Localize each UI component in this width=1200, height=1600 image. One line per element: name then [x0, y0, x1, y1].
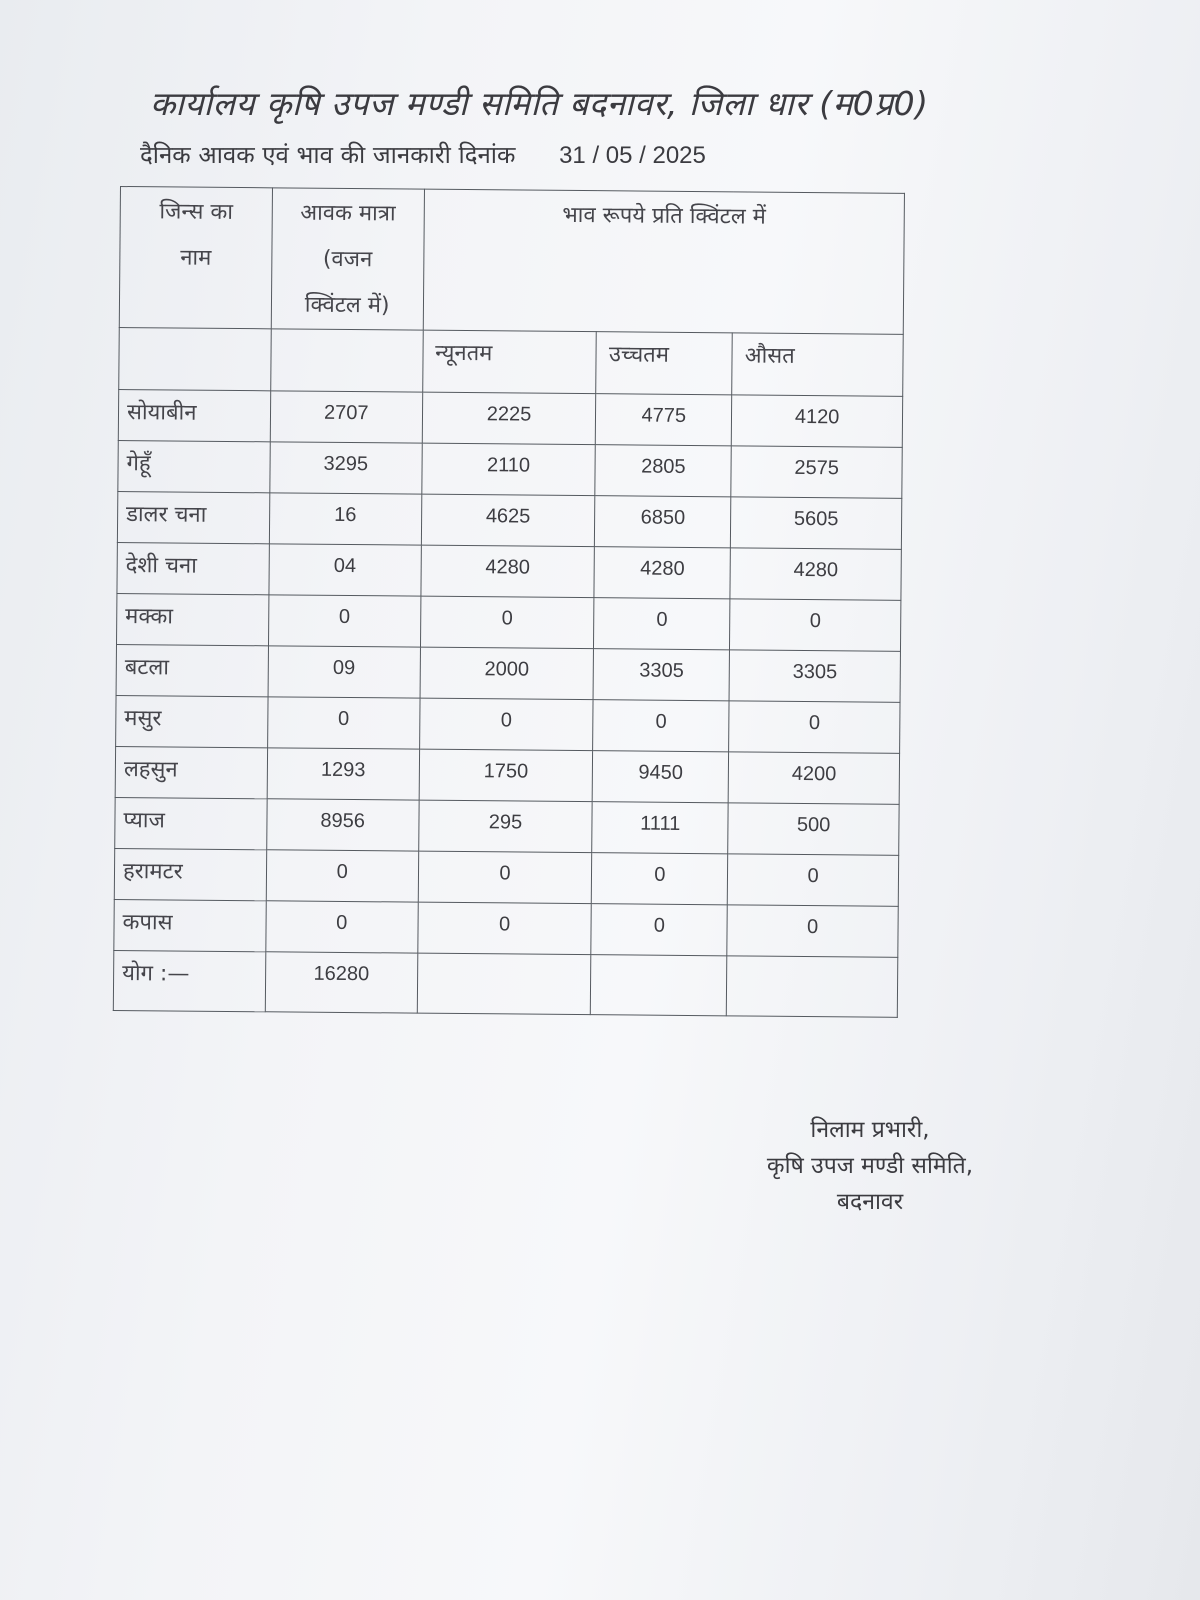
min-price: 2225	[422, 392, 596, 445]
signature-place: बदनावर	[836, 1189, 904, 1215]
table-row	[118, 389, 902, 447]
avg-price: 0	[730, 599, 901, 651]
table-row	[118, 440, 902, 498]
arrival-value: 1293	[267, 748, 419, 800]
table-subheader-row	[119, 327, 904, 396]
total-arrival: 16280	[265, 952, 417, 1013]
avg-price: 4120	[731, 395, 902, 447]
max-price: 1111	[592, 802, 728, 854]
arrival-value: 04	[269, 544, 421, 596]
avg-price: 4280	[730, 548, 901, 600]
arrival-value: 16	[269, 493, 421, 545]
signature-designation: निलाम प्रभारी,	[810, 1117, 930, 1143]
table-row	[114, 848, 898, 906]
commodity-name: प्याज	[115, 797, 267, 849]
table-row	[117, 542, 901, 600]
total-empty-2	[591, 955, 727, 1016]
total-empty-3	[727, 956, 898, 1017]
commodity-name: डालर चना	[117, 491, 269, 543]
total-label: योग :—	[113, 950, 265, 1011]
avg-price: 5605	[731, 497, 902, 549]
max-price: 0	[594, 598, 730, 650]
table-row	[115, 797, 899, 855]
table-row	[116, 593, 900, 651]
header-arrival-line1: आवक मात्रा	[300, 200, 396, 227]
table-row	[116, 644, 900, 702]
max-price: 6850	[595, 496, 731, 548]
header-arrival-line2: (वजन	[322, 246, 373, 273]
max-price: 0	[593, 700, 729, 752]
min-price: 4625	[421, 494, 595, 547]
commodity-name: देशी चना	[117, 542, 269, 594]
subheader-min: न्यूनतम	[422, 330, 596, 394]
min-price: 0	[417, 902, 591, 955]
min-price: 0	[418, 851, 592, 904]
signature-organization: कृषि उपज मण्डी समिति,	[766, 1153, 974, 1179]
commodity-name: गेहूँ	[118, 440, 270, 492]
subheader-avg: औसत	[732, 333, 903, 396]
commodity-name: कपास	[114, 899, 266, 951]
total-row	[113, 950, 897, 1017]
max-price: 4775	[596, 394, 732, 446]
max-price: 0	[591, 904, 727, 956]
subheader-empty-1	[119, 327, 271, 390]
header-arrival-line3: क्विंटल में)	[304, 292, 390, 319]
avg-price: 4200	[728, 752, 899, 804]
arrival-value: 3295	[270, 442, 422, 494]
table-header-row	[119, 187, 904, 335]
report-subtitle	[140, 138, 706, 171]
commodity-name: मक्का	[116, 593, 268, 645]
commodity-name: सोयाबीन	[118, 389, 270, 441]
header-price-group	[423, 189, 905, 334]
arrival-value: 0	[266, 850, 418, 902]
avg-price: 0	[727, 905, 898, 957]
min-price: 1750	[419, 749, 593, 802]
arrival-value: 8956	[267, 799, 419, 851]
report-date: 31 / 05 / 2025	[559, 142, 706, 169]
max-price: 0	[592, 853, 728, 905]
min-price: 295	[418, 800, 592, 853]
table-row	[116, 695, 900, 753]
subheader-empty-2	[271, 329, 423, 392]
avg-price: 0	[729, 701, 900, 753]
table-row	[114, 899, 898, 957]
min-price: 0	[420, 596, 594, 649]
max-price: 9450	[593, 751, 729, 803]
office-title: कार्यालय कृषि उपज मण्डी समिति बदनावर, जिला धार (म0प्र0)	[150, 84, 929, 123]
min-price: 2000	[420, 647, 594, 700]
total-empty-1	[417, 953, 591, 1015]
min-price: 2110	[421, 443, 595, 496]
min-price: 0	[419, 698, 593, 751]
subtitle-text: दैनिक आवक एवं भाव की जानकारी दिनांक	[140, 141, 516, 169]
table-row	[117, 491, 901, 549]
max-price: 4280	[594, 547, 730, 599]
header-commodity-line1: जिन्स का	[159, 199, 234, 225]
document-page	[40, 30, 1160, 1570]
min-price: 4280	[421, 545, 595, 598]
header-arrival	[271, 188, 424, 330]
avg-price: 500	[728, 803, 899, 855]
max-price: 2805	[595, 445, 731, 497]
commodity-name: बटला	[116, 644, 268, 696]
arrival-value: 09	[268, 646, 420, 698]
subheader-max: उच्चतम	[596, 332, 732, 395]
table-row	[115, 746, 899, 804]
arrival-value: 0	[268, 595, 420, 647]
commodity-name: लहसुन	[115, 746, 267, 798]
arrival-value: 2707	[270, 391, 422, 443]
header-commodity	[119, 187, 272, 329]
price-table	[113, 186, 905, 1018]
commodity-name: मसुर	[116, 695, 268, 747]
arrival-value: 0	[266, 901, 418, 953]
arrival-value: 0	[267, 697, 419, 749]
max-price: 3305	[593, 649, 729, 701]
avg-price: 3305	[729, 650, 900, 702]
header-commodity-line2: नाम	[180, 245, 212, 271]
signature-block	[730, 1112, 1010, 1220]
commodity-name: हरामटर	[114, 848, 266, 900]
avg-price: 0	[727, 854, 898, 906]
avg-price: 2575	[731, 446, 902, 498]
header-price-group-label: भाव रूपये प्रति क्विंटल में	[562, 202, 766, 230]
